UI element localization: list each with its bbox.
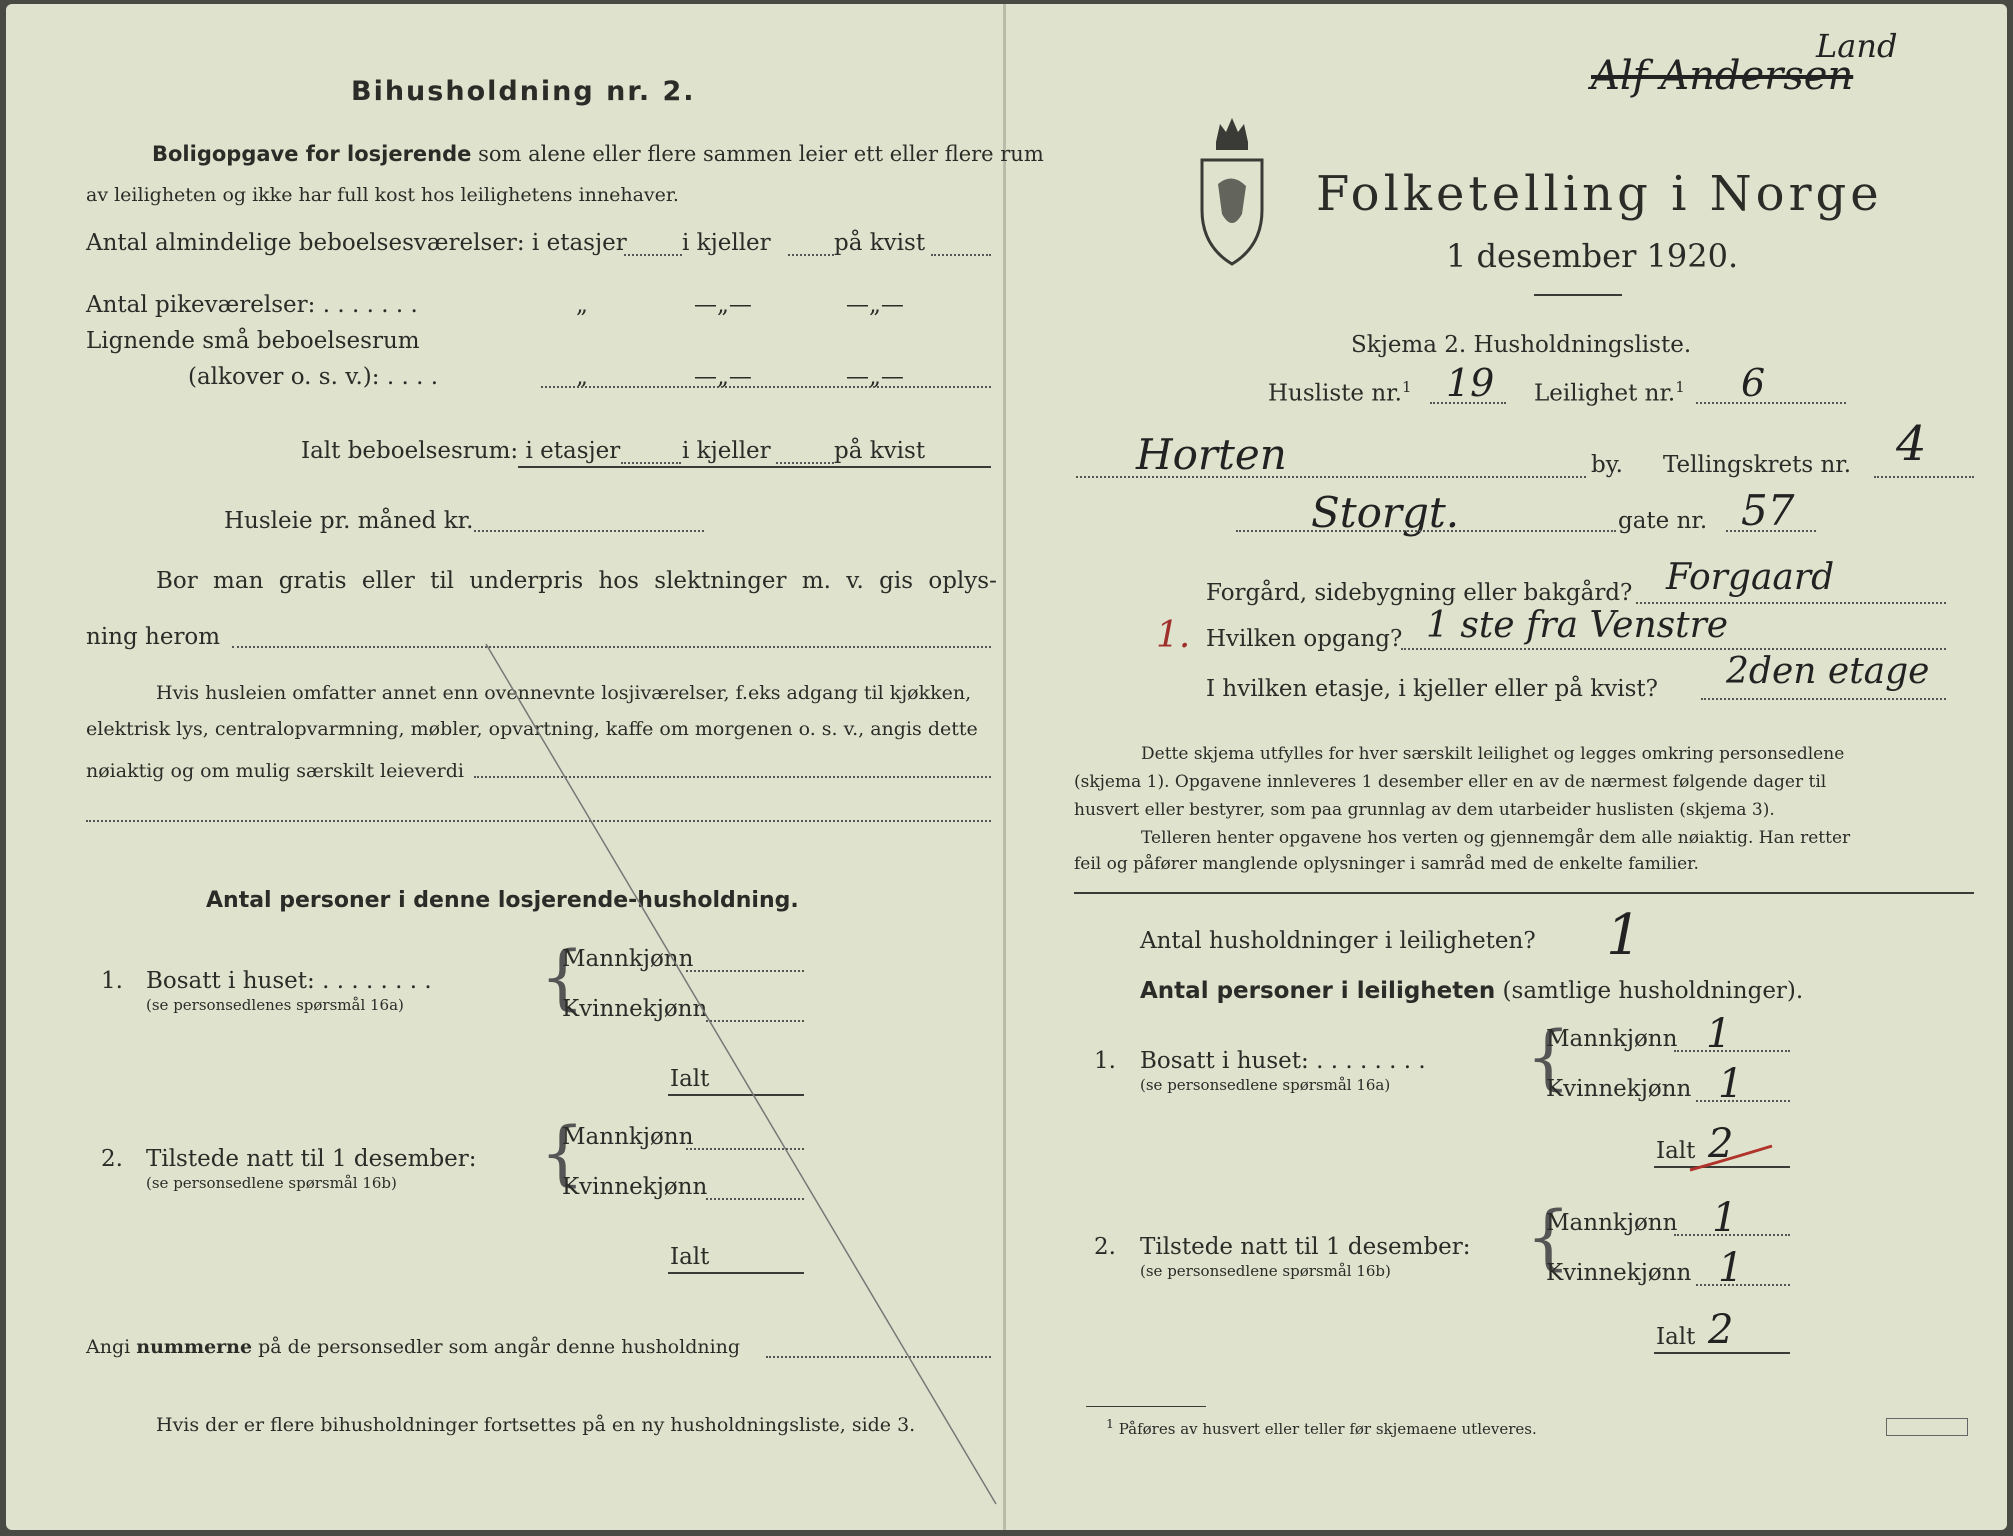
left-title: Bihusholdning nr. 2.	[351, 76, 696, 107]
opgang-value: 1 ste fra Venstre	[1426, 605, 1729, 646]
by-label: by.	[1591, 452, 1623, 478]
left-q2-total: Ialt	[670, 1244, 710, 1270]
right-q1-male-value: 1	[1706, 1011, 1732, 1057]
left-persons-heading: Antal personer i denne losjerende-husholdning.	[206, 888, 799, 913]
small-rooms-1: Lignende små beboelsesrum	[86, 328, 420, 354]
right-q2-total-label: Ialt	[1656, 1324, 1696, 1350]
husliste-sup: 1	[1401, 378, 1412, 396]
free-line-1: Bor man gratis eller til underpris hos slektninger m. v. gis oplys-	[156, 568, 997, 594]
angi-pre: Angi	[86, 1336, 131, 1358]
right-q1-sub: (se personsedlene spørsmål 16a)	[1140, 1076, 1391, 1094]
right-q1-num: 1.	[1094, 1048, 1116, 1074]
rooms-cellar: i kjeller	[682, 230, 771, 256]
total-rooms-label: Ialt beboelsesrum: i etasjer	[301, 438, 621, 464]
right-q1-male-label: Mannkjønn	[1546, 1026, 1678, 1052]
city-handwritten: Horten	[1136, 430, 1287, 479]
husliste-text: Husliste nr.	[1268, 380, 1402, 407]
krets-value: 4	[1896, 416, 1927, 472]
opgang-red-mark: 1.	[1156, 615, 1191, 656]
free-line-2: ning herom	[86, 624, 221, 650]
right-q1-female-value: 1	[1718, 1061, 1744, 1107]
left-q1-sub: (se personsedlenes spørsmål 16a)	[146, 996, 404, 1014]
instr-line-5: feil og påfører manglende oplysninger i samråd med de enkelte familier.	[1074, 854, 1699, 874]
dash-4: —„—	[846, 364, 904, 390]
intro-bold: Boligopgave for losjerende	[152, 142, 472, 166]
right-q2-total-value: 2	[1708, 1307, 1734, 1353]
gate-label: gate nr.	[1618, 508, 1708, 534]
households-label: Antal husholdninger i leiligheten?	[1140, 928, 1536, 954]
krets-label: Tellingskrets nr.	[1663, 452, 1852, 478]
angi-post: på de personsedler som angår denne husholdning	[258, 1336, 741, 1358]
hw-top-land: Land	[1816, 27, 1898, 65]
hw-top-name: Alf Andersen	[1591, 53, 1854, 99]
left-q1-num: 1.	[101, 968, 123, 994]
instr-line-2: (skjema 1). Opgavene innleveres 1 desember eller en av de nærmest følgende dager til	[1074, 772, 1827, 792]
footnote-sup: 1	[1106, 1416, 1114, 1431]
footnote-text: Påføres av husvert eller teller før skjemaene utleveres.	[1118, 1420, 1537, 1438]
right-date: 1 desember 1920.	[1446, 237, 1739, 275]
left-footer: Hvis der er flere bihusholdninger fortsettes på en ny husholdningsliste, side 3.	[156, 1414, 916, 1436]
street-handwritten: Storgt.	[1311, 488, 1460, 537]
right-persons-rest: (samtlige husholdninger).	[1502, 978, 1804, 1004]
red-check-icon	[1686, 1144, 1776, 1174]
right-q2-num: 2.	[1094, 1234, 1116, 1260]
etasje-label: I hvilken etasje, i kjeller eller på kvist?	[1206, 676, 1658, 702]
right-q2-sub: (se personsedlene spørsmål 16b)	[1140, 1262, 1391, 1280]
right-q2-female-value: 1	[1718, 1245, 1744, 1291]
left-q1-female: Kvinnekjønn	[562, 996, 708, 1022]
right-q2-male-value: 1	[1712, 1195, 1738, 1241]
right-q1-label: Bosatt i huset: . . . . . . . .	[1140, 1048, 1426, 1074]
husliste-label	[1268, 380, 1412, 406]
right-q1-total-label: Ialt	[1656, 1138, 1696, 1164]
leilighet-value: 6	[1741, 361, 1766, 405]
right-persons-bold: Antal personer i leiligheten	[1140, 978, 1496, 1004]
left-q2-label: Tilstede natt til 1 desember:	[146, 1146, 477, 1172]
right-q2-label: Tilstede natt til 1 desember:	[1140, 1234, 1471, 1260]
instr-line-4: Telleren henter opgavene hos verten og gjennemgår dem alle nøiaktig. Han retter	[1141, 828, 1851, 848]
forgard-value: Forgaard	[1666, 557, 1835, 598]
ditto-2: „	[576, 364, 588, 390]
inc-line-1: Hvis husleien omfatter annet enn ovennevnte losjiværelser, f.eks adgang til kjøkken,	[156, 682, 972, 704]
inc-line-3: nøiaktig og om mulig særskilt leieverdi	[86, 760, 464, 782]
right-q1-female-label: Kvinnekjønn	[1546, 1076, 1692, 1102]
left-q2-male: Mannkjønn	[562, 1124, 694, 1150]
dash-1: —„—	[694, 292, 752, 318]
total-cellar: i kjeller	[682, 438, 771, 464]
right-persons-line	[1140, 980, 1803, 1003]
dash-3: —„—	[694, 364, 752, 390]
right-q2-female-label: Kvinnekjønn	[1546, 1260, 1692, 1286]
rooms-label: Antal almindelige beboelsesværelser: i etasjer	[86, 230, 627, 256]
left-q2-sub: (se personsedlene spørsmål 16b)	[146, 1174, 397, 1192]
left-q1-total: Ialt	[670, 1066, 710, 1092]
maid-rooms-label: Antal pikeværelser: . . . . . . .	[86, 292, 418, 318]
households-value: 1	[1606, 903, 1642, 968]
right-footnote	[1106, 1418, 1537, 1437]
small-rooms-2: (alkover o. s. v.): . . . .	[188, 364, 439, 390]
coat-of-arms-icon	[1196, 114, 1268, 266]
left-q2-female: Kvinnekjønn	[562, 1174, 708, 1200]
dash-2: —„—	[846, 292, 904, 318]
total-loft: på kvist	[834, 438, 926, 464]
ditto-1: „	[576, 292, 588, 318]
leilighet-label	[1534, 380, 1685, 406]
opgang-label: Hvilken opgang?	[1206, 626, 1403, 652]
inc-line-2: elektrisk lys, centralopvarmning, møbler, opvartning, kaffe om morgenen o. s. v., angis dette	[86, 718, 978, 740]
rent-label: Husleie pr. måned kr.	[224, 508, 474, 534]
intro-line-2: av leiligheten og ikke har full kost hos leilighetens innehaver.	[86, 184, 679, 206]
leilighet-sup: 1	[1675, 378, 1685, 396]
left-q2-num: 2.	[101, 1146, 123, 1172]
census-form-sheet: Bihusholdning nr. 2. Boligopgave for losjerende som alene eller flere sammen leier ett eller flere rum av leiligheten og ikke har full kost hos leilighetens innehaver. Antal almindelige beboelsesværelser: i etasjer i kjeller på kvist Antal pikeværelser: . . . . . . . „ —„— —„— Lignende små beboelsesrum (alkover o. s. v.): . . . . „ —„— —„— Ialt beboelsesrum: i etasjer i kjeller på kvist Husleie pr. måned kr. Bor man gratis eller til underpris hos slektninger m. v. gis oplys- ning herom Hvis husleien omfatter annet enn ovennevnte losjiværelser, f.eks adgang til kjøkken, elektrisk lys, centralopvarmning, møbler, opvartning, kaffe om morgenen o. s. v., angis dette nøiaktig og om mulig særskilt leieverdi Antal personer i denne losjerende-husholdning. 1. Bosatt i huset: . . . . . . . . (se personsedlenes spørsmål 16a) { Mannkjønn Kvinnekjønn Ialt 2. Tilstede natt til 1 desember: (se personsedlene spørsmål 16b) { Mannkjønn Kvinnekjønn Ialt Angi nummerne på de personsedler som angår denne husholdning Hvis der er flere bihusholdninger fortsettes på en ny husholdningsliste, side 3. Alf Andersen Land Folketelling i Norge 1 desember 1920. Skjema 2. Husholdningsliste. Husliste nr.$^1$ 19 Leilighet nr.$^1$ 6 Horten by. Tellingskrets nr. 4 Storgt. gate nr. 57 Forgård, sidebygning eller bakgård? Forgaard 1. Hvilken opgang? 1 ste fra Venstre I hvilken etasje, i kjeller eller på kvist? 2den etage Dette skjema utfylles for hver særskilt leilighet og legges omkring personsedlene (skjema 1). Opgavene innleveres 1 desember eller en av de nærmest følgende dager til husvert eller bestyrer, som paa grunnlag av dem utarbeider huslisten (skjema 3). Telleren henter opgavene hos verten og gjennemgår dem alle nøiaktig. Han retter feil og påfører manglende oplysninger i samråd med de enkelte familier. Antal husholdninger i leiligheten? 1 Antal personer i leiligheten (samtlige husholdninger). 1. Bosatt i huset: . . . . . . . . (se personsedlene spørsmål 16a) { Mannkjønn 1 Kvinnekjønn 1 Ialt 2 2. Tilstede natt til 1 desember: (se personsedlene spørsmål 16b) { Mannkjønn 1 Kvinnekjønn 1 Ialt 2 $^1$ Påføres av husvert eller teller før skjemaene utleveres.	[6, 4, 2007, 1530]
husliste-value: 19	[1446, 361, 1495, 405]
instr-line-3: husvert eller bestyrer, som paa grunnlag av dem utarbeider huslisten (skjema 3).	[1074, 800, 1775, 820]
leilighet-text: Leilighet nr.	[1534, 380, 1676, 407]
angi-bold: nummerne	[136, 1336, 253, 1358]
instr-line-1: Dette skjema utfylles for hver særskilt leilighet og legges omkring personsedlene	[1141, 744, 1845, 764]
right-q2-male-label: Mannkjønn	[1546, 1210, 1678, 1236]
right-title: Folketelling i Norge	[1316, 166, 1883, 222]
intro-rest: som alene eller flere sammen leier ett eller flere rum	[478, 142, 1044, 166]
pencil-strike	[6, 4, 1006, 1530]
gate-value: 57	[1741, 486, 1795, 535]
left-q1-male: Mannkjønn	[562, 946, 694, 972]
forgard-label: Forgård, sidebygning eller bakgård?	[1206, 580, 1633, 606]
schema-label: Skjema 2. Husholdningsliste.	[1351, 332, 1692, 358]
etasje-value: 2den etage	[1726, 651, 1930, 692]
left-q1-label: Bosatt i huset: . . . . . . . .	[146, 968, 432, 994]
printer-stamp	[1886, 1418, 1968, 1436]
rooms-loft: på kvist	[834, 230, 926, 256]
right-q1-total-value: 2	[1708, 1121, 1734, 1167]
